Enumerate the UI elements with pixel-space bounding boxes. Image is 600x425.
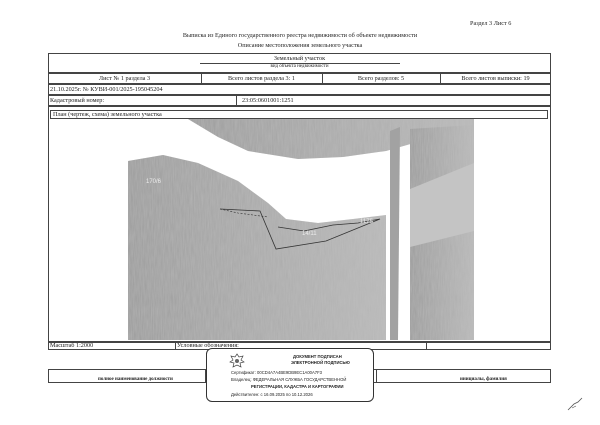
sheet-number: Лист № 1 раздела 3 — [98, 74, 151, 82]
object-type-caption: вид объекта недвижимости — [270, 64, 329, 69]
object-type: Земельный участок — [273, 55, 326, 62]
stamp-line-2: ЭЛЕКТРОННОЙ ПОДПИСЬЮ — [291, 360, 350, 365]
page-reference: Раздел 3 Лист 6 — [470, 20, 512, 27]
legend-label: Условные обозначения: — [177, 341, 239, 349]
plan-caption: План (чертеж, схема) земельного участка — [53, 110, 162, 118]
stamp-line-4: Владелец: ФЕДЕРАЛЬНАЯ СЛУЖБА ГОСУДАРСТВЕННОЙ — [231, 377, 347, 382]
cadastral-row — [48, 95, 551, 106]
sheets-in-section: Всего листов раздела 3: 1 — [228, 74, 295, 82]
doc-date-number: 21.10.2025г. № КУВИ-001/2025-195045204 — [50, 85, 163, 93]
sections-total: Всего разделов: 5 — [357, 74, 405, 82]
sheets-total: Всего листов выписки: 19 — [461, 74, 530, 82]
terrain-strip — [390, 127, 400, 340]
cadastral-number: 23:05:0601001:1251 — [242, 96, 294, 104]
position-caption: полное наименование должности — [98, 377, 173, 382]
emblem-icon — [229, 353, 245, 369]
plan-label-3: 1175 — [360, 219, 373, 225]
stamp-line-5: РЕГИСТРАЦИИ, КАДАСТРА И КАРТОГРАФИИ — [251, 384, 344, 389]
document-subtitle: Описание местоположения земельного участка — [237, 42, 363, 49]
stamp-line-3: Сертификат: 00CD4A7A4BE9DB9EC1A00A7F3 — [231, 370, 322, 375]
e-signature-stamp — [206, 348, 374, 402]
plan-label-1: 170/6 — [146, 179, 162, 185]
scale-value: Масштаб 1:2000 — [50, 341, 94, 349]
pen-mark-icon — [566, 396, 586, 412]
plan-drawing — [128, 119, 474, 340]
document-title: Выписка из Единого государственного реестра недвижимости об объекте недвижимости — [182, 32, 418, 39]
stamp-line-1: ДОКУМЕНТ ПОДПИСАН — [293, 354, 342, 359]
plan-label-2: 14/11 — [302, 231, 317, 237]
cadastral-label: Кадастровый номер: — [50, 96, 105, 104]
signature-caption: инициалы, фамилия — [460, 377, 507, 382]
stamp-line-6: Действителен: с 16.09.2025 по 10.12.2026 — [231, 392, 313, 397]
